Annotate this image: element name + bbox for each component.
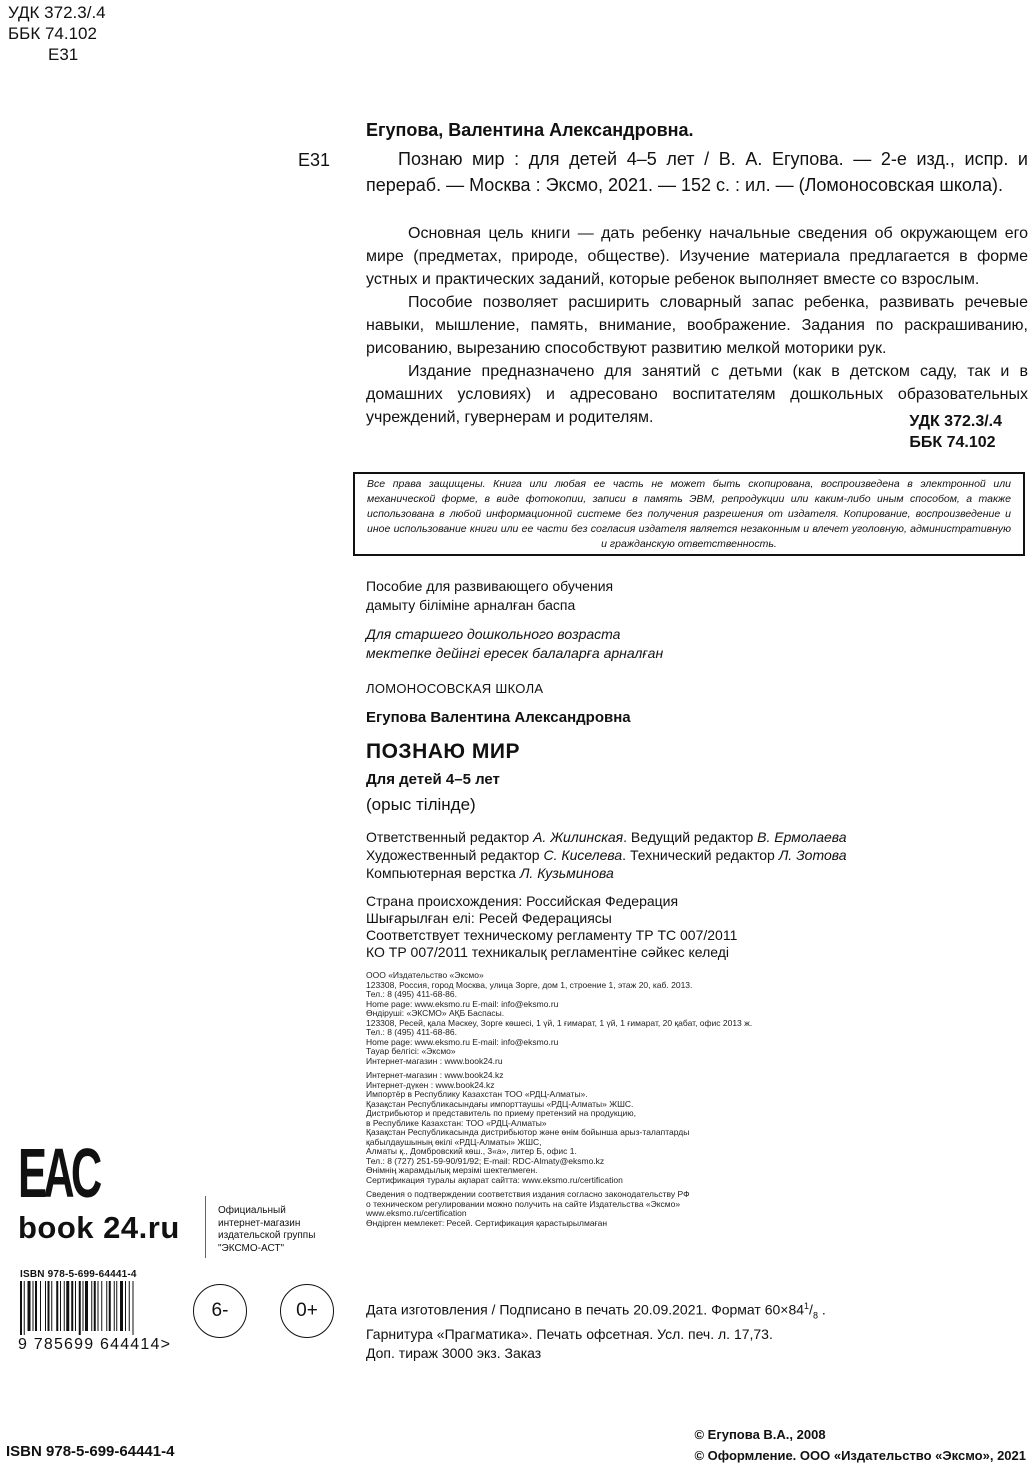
author-name: Егупова Валентина Александровна [366, 709, 631, 726]
barcode-bar [28, 1281, 31, 1331]
catalog-udk: УДК 372.3/.4 [909, 413, 1002, 430]
publisher-line: Тел.: 8 (727) 251-59-90/91/92; E-mail: RDC-Almaty@eksmo.kz [366, 1155, 605, 1166]
age-range: Для детей 4–5 лет [366, 771, 500, 788]
staff-line [366, 846, 1028, 864]
format-fraction-num: 1 [804, 1301, 810, 1311]
publisher-line: ООО «Издательство «Эксмо» [366, 970, 484, 980]
staff-role: . Ведущий редактор [623, 829, 758, 845]
barcode-bar [33, 1281, 34, 1331]
barcode-bar [101, 1281, 102, 1331]
copyright-block [694, 1424, 1026, 1466]
book24-logo: book 24.ru [18, 1210, 180, 1245]
shop-line: интернет-магазин [218, 1217, 301, 1229]
barcode-bar [94, 1281, 96, 1331]
barcode-bar [85, 1281, 88, 1331]
logo-divider [205, 1196, 206, 1258]
publisher-line: в Республике Казахстан: ТОО «РДЦ-Алматы» [366, 1117, 547, 1128]
format-fraction-slash: / [809, 1301, 813, 1318]
barcode-bar [71, 1281, 73, 1331]
publisher-line: Қазақстан Республикасында дистрибьютор және өнім бойынша арыз-талаптарды [366, 1127, 690, 1137]
isbn-footer: ISBN 978-5-699-64441-4 [6, 1443, 175, 1460]
staff-role: . Технический редактор [622, 847, 779, 863]
barcode-bar [116, 1281, 117, 1331]
barcode-bar [56, 1281, 58, 1331]
shop-line: "ЭКСМО-АСТ" [218, 1242, 284, 1254]
purpose-block [366, 577, 1028, 615]
barcode-bar [60, 1281, 61, 1331]
publisher-line: о техническом регулировании можно получить на сайте Издательства «Эксмо» [366, 1198, 681, 1209]
barcode-bar [109, 1281, 111, 1331]
official-shop-note [218, 1205, 315, 1255]
publisher-line: Тел.: 8 (495) 411-68-86. [366, 1027, 457, 1037]
barcode-bar [75, 1281, 76, 1331]
barcode-bar [98, 1281, 99, 1331]
barcode-bar [91, 1281, 92, 1331]
origin-line: Страна происхождения: Российская Федерация [366, 893, 679, 909]
barcode-bar [24, 1281, 25, 1335]
print-line-2: Гарнитура «Прагматика». Печать офсетная. Усл. печ. л. 17,73. [366, 1326, 773, 1343]
catalog-codes [909, 411, 1002, 453]
bibliographic-record: Познаю мир : для детей 4–5 лет / В. А. Егупова. — 2-е изд., испр. и перераб. — Москва : Эксмо, 2021. — 152 с. : ил. — (Ломоносовская школа). [366, 149, 1028, 195]
annotation-paragraph: Издание предназначено для занятий с детьми (как в детском саду, так и в домашних условиях) и адресовано воспитателям дошкольных образовательных учреждений, гувернерам и родителям. [366, 363, 1028, 426]
shop-line: издательской группы [218, 1230, 316, 1241]
publisher-line: Интернет-магазин : www.book24.ru [366, 1055, 503, 1066]
format-84: 84 [788, 1301, 805, 1318]
barcode-bar [40, 1281, 41, 1331]
format-times: × [780, 1301, 789, 1318]
publisher-line: Дистрибьютор и представитель по приему претензий на продукцию, [366, 1108, 636, 1118]
barcode-digit-group: 785699 [33, 1336, 95, 1353]
staff-name: В. Ермолаева [757, 829, 847, 845]
publisher-line: Тел.: 8 (495) 411-68-86. [366, 989, 457, 999]
publisher-line: Интернет-магазин : www.book24.kz [366, 1070, 504, 1080]
publisher-line: Өндіруші: «ЭКСМО» АҚБ Баспасы. [366, 1008, 505, 1018]
age-rating-0: 0+ [280, 1284, 334, 1338]
barcode-bar [35, 1281, 37, 1331]
age-purpose-kz: мектепке дейінгі ересек балаларға арналған [366, 645, 664, 661]
barcode-bar [106, 1281, 107, 1331]
classification-codes [8, 2, 106, 65]
barcode-digit-first: 9 [18, 1336, 29, 1353]
publisher-line: Сведения о подтверждении соответствия издания согласно законодательству РФ [366, 1189, 690, 1199]
copyright-author: © Егупова В.А., 2008 [694, 1427, 826, 1442]
barcode-bar [129, 1281, 130, 1331]
barcode-digit-group: 644414 [100, 1336, 161, 1353]
publisher-line: қабылдаушының өкілі «РДЦ-Алматы» ЖШС, [366, 1136, 542, 1147]
annotation-paragraph: Пособие позволяет расширить словарный запас ребенка, развивать речевые навыки, мышление, память, внимание, воображение. Задания по раскрашиванию, рисованию, вырезанию способствуют развитию мелкой моторики рук. [366, 294, 1028, 357]
shop-line: Официальный [218, 1205, 286, 1216]
copyright-design: © Оформление. ООО «Издательство «Эксмо», 2021 [694, 1448, 1026, 1463]
publisher-line: Алматы қ., Домбровский көш., 3«а», литер Б, офис 1. [366, 1146, 577, 1156]
barcode-bar [125, 1281, 126, 1331]
series-name: ЛОМОНОСОВСКАЯ ШКОЛА [366, 681, 544, 696]
print-line-3: Доп. тираж 3000 экз. Заказ [366, 1345, 542, 1362]
barcode-bar [64, 1281, 65, 1331]
origin-line: Шығарылған елі: Ресей Федерациясы [366, 910, 612, 926]
barcode-bar [120, 1281, 123, 1331]
barcode-isbn: ISBN 978-5-699-64441-4 [20, 1269, 137, 1280]
staff-name: Л. Зотова [778, 847, 847, 863]
barcode-bar [51, 1281, 52, 1331]
publisher-line: Өндірген мемлекет: Ресей. Сертификация қарастырылмаған [366, 1217, 608, 1228]
publisher-line: Интернет-дүкен : www.book24.kz [366, 1079, 495, 1090]
age-purpose-block [366, 625, 1028, 663]
print-date-format: Дата изготовления / Подписано в печать 20.09.2021. Формат 60 [366, 1301, 781, 1318]
barcode-bar [133, 1281, 134, 1335]
print-info [366, 1297, 1028, 1363]
purpose-kz: дамыту біліміне арналған баспа [366, 597, 576, 613]
publisher-line: Home page: www.eksmo.ru E-mail: info@eksmo.ru [366, 998, 559, 1009]
barcode-bar [83, 1281, 84, 1331]
age-purpose-ru: Для старшего дошкольного возраста [366, 626, 621, 642]
editorial-staff [366, 828, 1028, 882]
author-mark: Е31 [48, 45, 79, 64]
barcode-arrow: > [160, 1336, 172, 1353]
barcode-bar [66, 1281, 69, 1331]
purpose-ru: Пособие для развивающего обучения [366, 578, 614, 594]
book-title: ПОЗНАЮ МИР [366, 740, 520, 763]
rights-notice-box: Все права защищены. Книга или любая ее часть не может быть скопирована, воспроизведена в электронной или механической форме, в виде фотокопии, записи в память ЭВМ, репродукции или каким-либо иным способом, а также использована в любой информационной системе без получения разрешения от издателя. Копирование, воспроизведение и иное использование книги или ее части без согласия издателя является незаконным и влечет уголовную, административную и гражданскую ответственность. [353, 472, 1025, 556]
staff-line [366, 864, 1028, 882]
origin-info [366, 893, 1028, 961]
barcode-bar [45, 1281, 46, 1331]
publisher-line: Сертификация туралы ақпарат сайтта: www.eksmo.ru/certification [366, 1174, 623, 1185]
barcode-bar [79, 1281, 81, 1335]
annotation [366, 222, 1028, 429]
publisher-line: Home page: www.eksmo.ru E-mail: info@eksmo.ru [366, 1036, 559, 1047]
origin-line: КО ТР 007/2011 техникалық регламентіне сәйкес келеді [366, 944, 730, 960]
staff-name: Л. Кузьминова [519, 865, 614, 881]
barcode-icon [18, 1281, 178, 1335]
origin-line: Соответствует техническому регламенту ТР ТС 007/2011 [366, 927, 738, 943]
staff-role: Ответственный редактор [366, 829, 534, 845]
age-rating-6: 6- [193, 1284, 247, 1338]
catalog-author-heading: Егупова, Валентина Александровна. [366, 120, 694, 140]
staff-role: Художественный редактор [366, 847, 544, 863]
barcode-bar [114, 1281, 115, 1331]
publisher-line: Импортёр в Республику Казахстан ТОО «РДЦ-Алматы». [366, 1089, 588, 1099]
staff-line [366, 828, 1028, 846]
staff-name: А. Жилинская [533, 829, 624, 845]
publisher-line: Қазақстан Республикасындағы импорттаушы «РДЦ-Алматы» ЖШС. [366, 1098, 634, 1109]
staff-role: Компьютерная верстка [366, 865, 520, 881]
bbk-code: ББК 74.102 [8, 24, 97, 43]
publisher-line: 123308, Ресей, қала Мәскеу, Зорге көшесі, 1 үй, 1 ғимарат, 1 үй, 1 ғимарат, 20 қабат, офис 2013 ж. [366, 1017, 753, 1028]
annotation-paragraph: Основная цель книги — дать ребенку начальные сведения об окружающем его мире (предметах, природе, обществе). Изучение материала предлагается в форме устных и практических заданий, которые ребенок выполняет вместе со взрослым. [366, 225, 1028, 288]
print-line-1: Дата изготовления / Подписано в печать 20.09.2021. Формат $60\times 84^1/_8$ . [366, 1301, 826, 1321]
language-note: (орыс тілінде) [366, 795, 476, 814]
barcode-bar [48, 1281, 50, 1331]
publisher-line: www.eksmo.ru/certification [366, 1208, 467, 1218]
publisher-line: Өнімнің жарамдылық мерзімі шектелмеген. [366, 1165, 538, 1175]
publisher-line: Тауар белгісі: «Эксмо» [366, 1046, 456, 1056]
barcode-bar [20, 1281, 22, 1335]
publisher-info [366, 971, 1028, 1228]
format-fraction-den: 8 [812, 1310, 818, 1321]
catalog-bbk: ББК 74.102 [909, 434, 996, 451]
barcode-digits [18, 1336, 171, 1354]
publisher-line: 123308, Россия, город Москва, улица Зорге, дом 1, строение 1, этаж 20, каб. 2013. [366, 979, 693, 990]
eac-mark-icon: EAC [18, 1134, 99, 1212]
udk-code: УДК 372.3/.4 [8, 3, 106, 22]
catalog-index-mark: Е31 [298, 150, 331, 170]
staff-name: С. Киселева [543, 847, 623, 863]
